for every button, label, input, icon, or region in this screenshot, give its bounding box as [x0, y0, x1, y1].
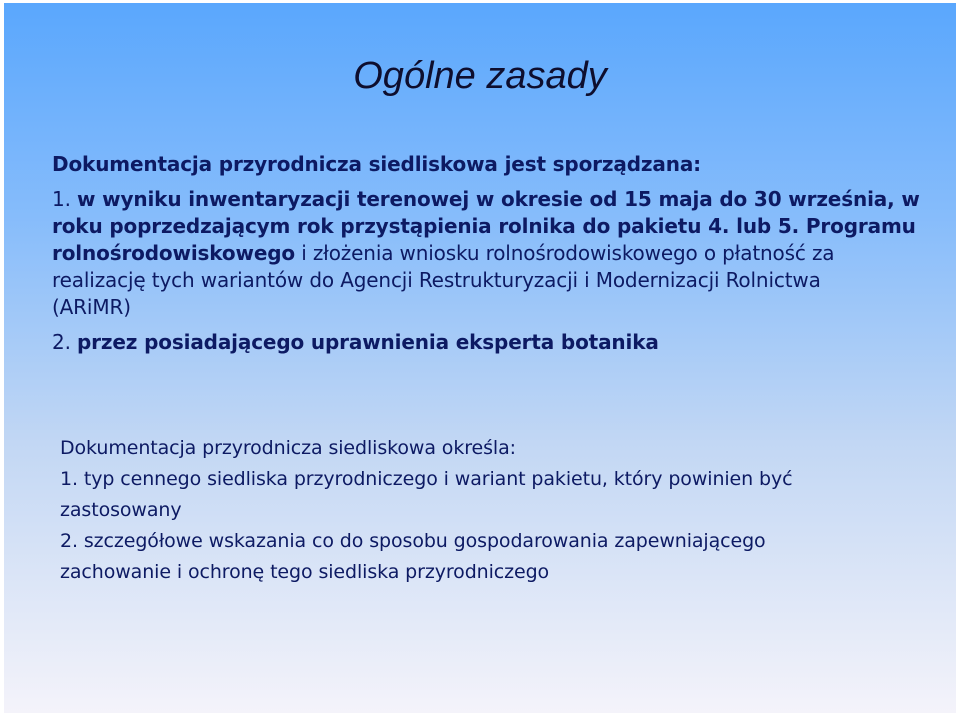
list-item-1-line-5: (ARiMR): [52, 295, 131, 319]
section-heading: Dokumentacja przyrodnicza siedliskowa jest sporządzana:: [52, 152, 702, 176]
list-item-1-line-3: [52, 240, 922, 267]
slide-title: Ogólne zasady: [353, 55, 607, 97]
section-heading: Dokumentacja przyrodnicza siedliskowa określa:: [60, 437, 516, 459]
item-text-regular: i złożenia wniosku rolnośrodowiskowego o płatność za: [295, 241, 835, 265]
list-item-1-line-1: 1. typ cennego siedliska przyrodniczego i wariant pakietu, który powinien być: [60, 468, 793, 490]
list-item-2: [52, 329, 922, 356]
list-item-2-line-2: zachowanie i ochronę tego siedliska przyrodniczego: [60, 561, 550, 583]
item-number: 1.: [52, 187, 71, 211]
list-item-2-line-1: 2. szczegółowe wskazania co do sposobu gospodarowania zapewniającego: [60, 530, 766, 552]
slide: [4, 3, 956, 713]
list-item-1-line-4: realizację tych wariantów do Agencji Restrukturyzacji i Modernizacji Rolnictwa: [52, 268, 821, 292]
spacer: [52, 178, 922, 186]
section-scope: [60, 433, 930, 588]
list-item-1-line-1: [52, 186, 922, 213]
section-preparation: [52, 151, 922, 356]
list-item-1-line-2: zastosowany: [60, 499, 182, 521]
spacer: [52, 321, 922, 329]
item-text-bold: rolnośrodowiskowego: [52, 241, 295, 265]
list-item-1-line-2: roku poprzedzającym rok przystąpienia rolnika do pakietu 4. lub 5. Programu: [52, 214, 916, 238]
item-text: przez posiadającego uprawnienia eksperta botanika: [77, 330, 659, 354]
item-text: w wyniku inwentaryzacji terenowej w okresie od 15 maja do 30 września, w: [77, 187, 920, 211]
item-number: 2.: [52, 330, 71, 354]
